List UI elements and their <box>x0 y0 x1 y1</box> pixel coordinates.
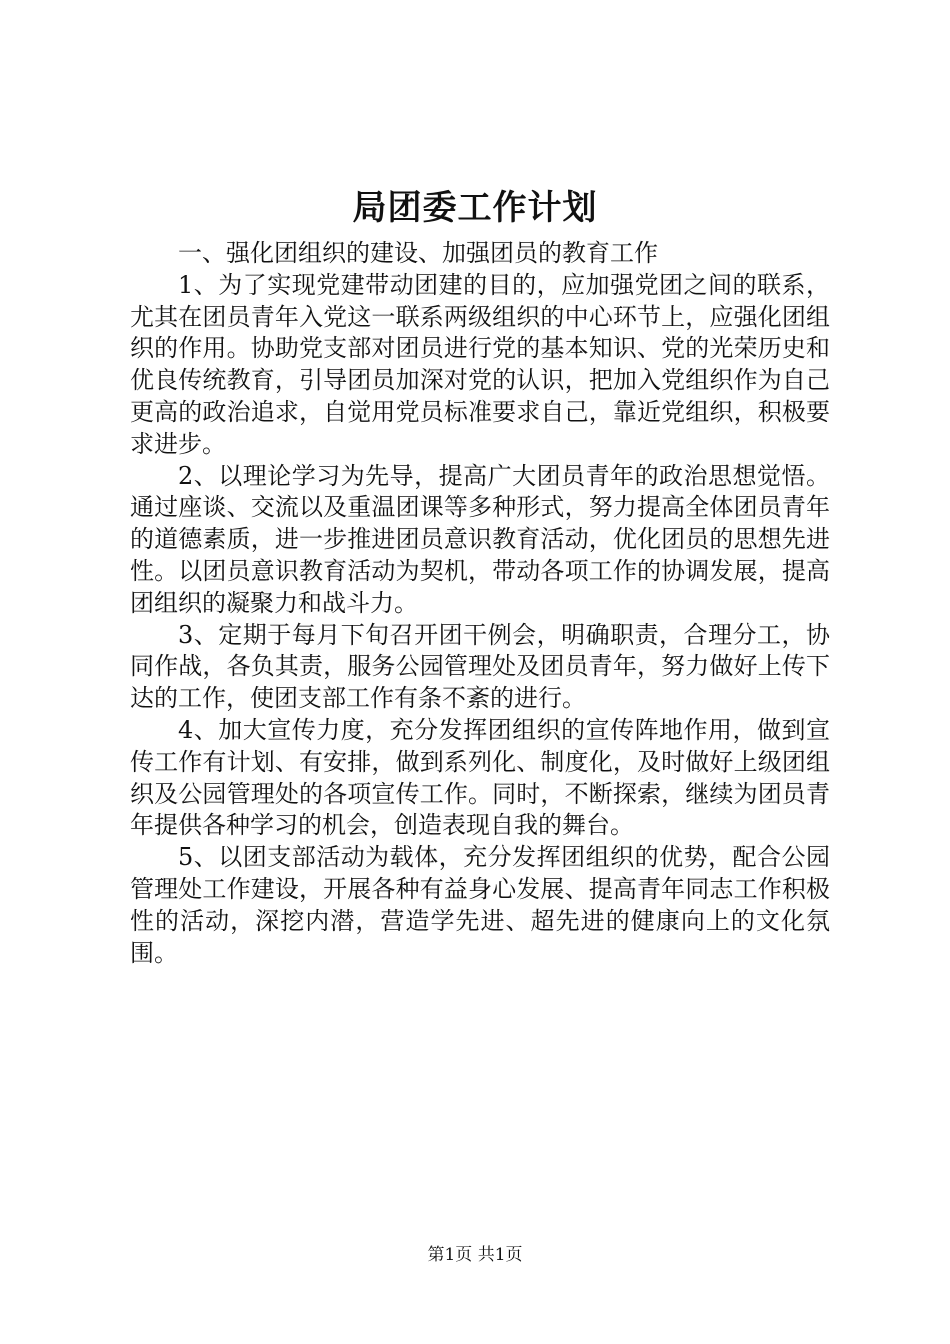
paragraph-item-3: 3、定期于每月下旬召开团干例会，明确职责，合理分工，协同作战，各负其责，服务公园管理处及团员青年，努力做好上传下达的工作，使团支部工作有条不紊的进行。 <box>130 620 830 713</box>
document-body <box>130 238 830 969</box>
section-heading: 一、强化团组织的建设、加强团员的教育工作 <box>178 239 658 267</box>
paragraph-item-1: 1、为了实现党建带动团建的目的，应加强党团之间的联系，尤其在团员青年入党这一联系两级组织的中心环节上，应强化团组织的作用。协助党支部对团员进行党的基本知识、党的光荣历史和优良传统教育，引导团员加深对党的认识，把加入党组织作为自己更高的政治追求，自觉用党员标准要求自己，靠近党组织，积极要求进步。 <box>130 270 830 458</box>
document-title: 局团委工作计划 <box>352 188 598 228</box>
paragraph-item-5: 5、以团支部活动为载体，充分发挥团组织的优势，配合公园管理处工作建设，开展各种有益身心发展、提高青年同志工作积极性的活动，深挖内潜，营造学先进、超先进的健康向上的文化氛围。 <box>130 843 830 967</box>
page-number-footer: 第1页 共1页 <box>427 1245 523 1265</box>
paragraph-item-2: 2、以理论学习为先导，提高广大团员青年的政治思想觉悟。通过座谈、交流以及重温团课等多种形式，努力提高全体团员青年的道德素质，进一步推进团员意识教育活动，优化团员的思想先进性。以团员意识教育活动为契机，带动各项工作的协调发展，提高团组织的凝聚力和战斗力。 <box>130 461 830 617</box>
paragraph-item-4: 4、加大宣传力度，充分发挥团组织的宣传阵地作用，做到宣传工作有计划、有安排，做到系列化、制度化，及时做好上级团组织及公园管理处的各项宣传工作。同时，不断探索，继续为团员青年提供各种学习的机会，创造表现自我的舞台。 <box>130 715 830 840</box>
